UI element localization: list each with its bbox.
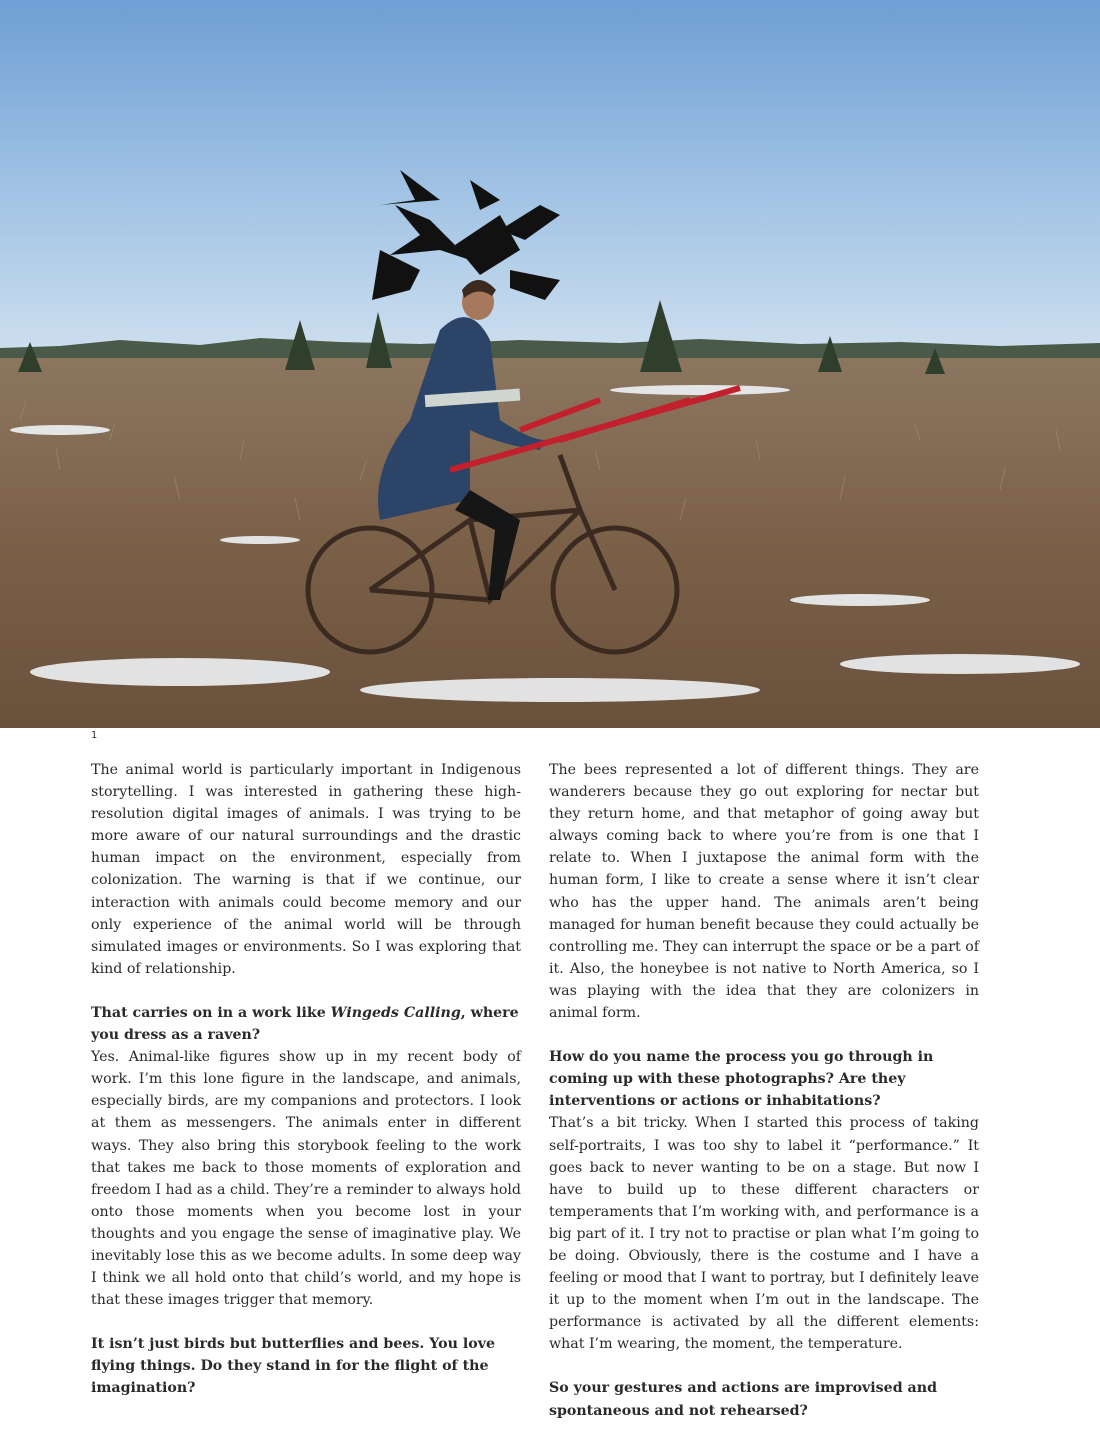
snow-patch bbox=[840, 654, 1080, 674]
snow-patch bbox=[220, 536, 300, 544]
snow-patch bbox=[360, 678, 760, 702]
snow-patch bbox=[30, 658, 330, 686]
left-column bbox=[91, 759, 521, 1400]
sky bbox=[0, 0, 1100, 360]
right-column bbox=[549, 759, 979, 1422]
artwork-title: Wingeds Calling bbox=[330, 1004, 461, 1021]
question-text: That carries on in a work like bbox=[91, 1004, 331, 1021]
figure-number: 1 bbox=[91, 730, 98, 741]
interview-question bbox=[91, 1002, 521, 1046]
answer-paragraph: Yes. Animal-like figures show up in my recent body of work. I’m this lone figure in the landscape, and animals, especially birds, are my companions and protectors. I look at them as messengers. The animals enter in different ways. They also bring this storybook feeling to the work that takes me back to those moments of exploration and freedom I had as a child. They’re a reminder to always hold onto those moments when you become lost in your thoughts and you engage the sense of imaginative play. We inevitably lose this as we become adults. In some deep way I think we all hold onto that child’s world, and my hope is that these images trigger that memory. bbox=[91, 1049, 521, 1309]
paragraph: The bees represented a lot of different things. They are wanderers because they go out exploring for nectar but they return home, and that metaphor of going away but always coming back to where you’re from is one that I relate to. When I juxtapose the animal form with the human form, I like to create a sense where it isn’t clear who has the upper hand. The animals aren’t being managed for human benefit because they could actually be controlling me. They can interrupt the space or be a part of it. Also, the honeybee is not native to North America, so I was playing with the idea that they are colonizers in animal form. bbox=[549, 762, 979, 1022]
answer-paragraph: That’s a bit tricky. When I started this process of taking self-portraits, I was too shy to label it “performance.” It goes back to never wanting to be on a stage. But now I have to build up to these different characters or temperaments that I’m working with, and performance is a big part of it. I try not to practise or plan what I’m going to be doing. Obviously, there is the costume and I have a feeling or mood that I want to portray, but I definitely leave it up to the moment when I’m out in the landscape. The performance is activated by all the different elements: what I’m wearing, the moment, the temperature. bbox=[549, 1115, 979, 1353]
interview-question: It isn’t just birds but butterflies and bees. You love flying things. Do they stand in for the flight of the imagination? bbox=[91, 1336, 495, 1397]
snow-patch bbox=[790, 594, 930, 606]
snow-patch bbox=[610, 385, 790, 395]
snow-patch bbox=[10, 425, 110, 435]
interview-question: How do you name the process you go through in coming up with these photographs? Are they interventions or actions or inhabitations? bbox=[549, 1049, 934, 1110]
paragraph: The animal world is particularly important in Indigenous storytelling. I was interested in gathering these high-resolution digital images of animals. I was trying to be more aware of our natural surroundings and the drastic human impact on the environment, especially from colonization. The warning is that if we continue, our interaction with animals could become memory and our only experience of the animal world will be through simulated images or environments. So I was exploring that kind of relationship. bbox=[91, 762, 521, 977]
interview-question: So your gestures and actions are improvised and spontaneous and not rehearsed? bbox=[549, 1380, 937, 1419]
question-text: , where you dress as a raven? bbox=[91, 1004, 519, 1044]
